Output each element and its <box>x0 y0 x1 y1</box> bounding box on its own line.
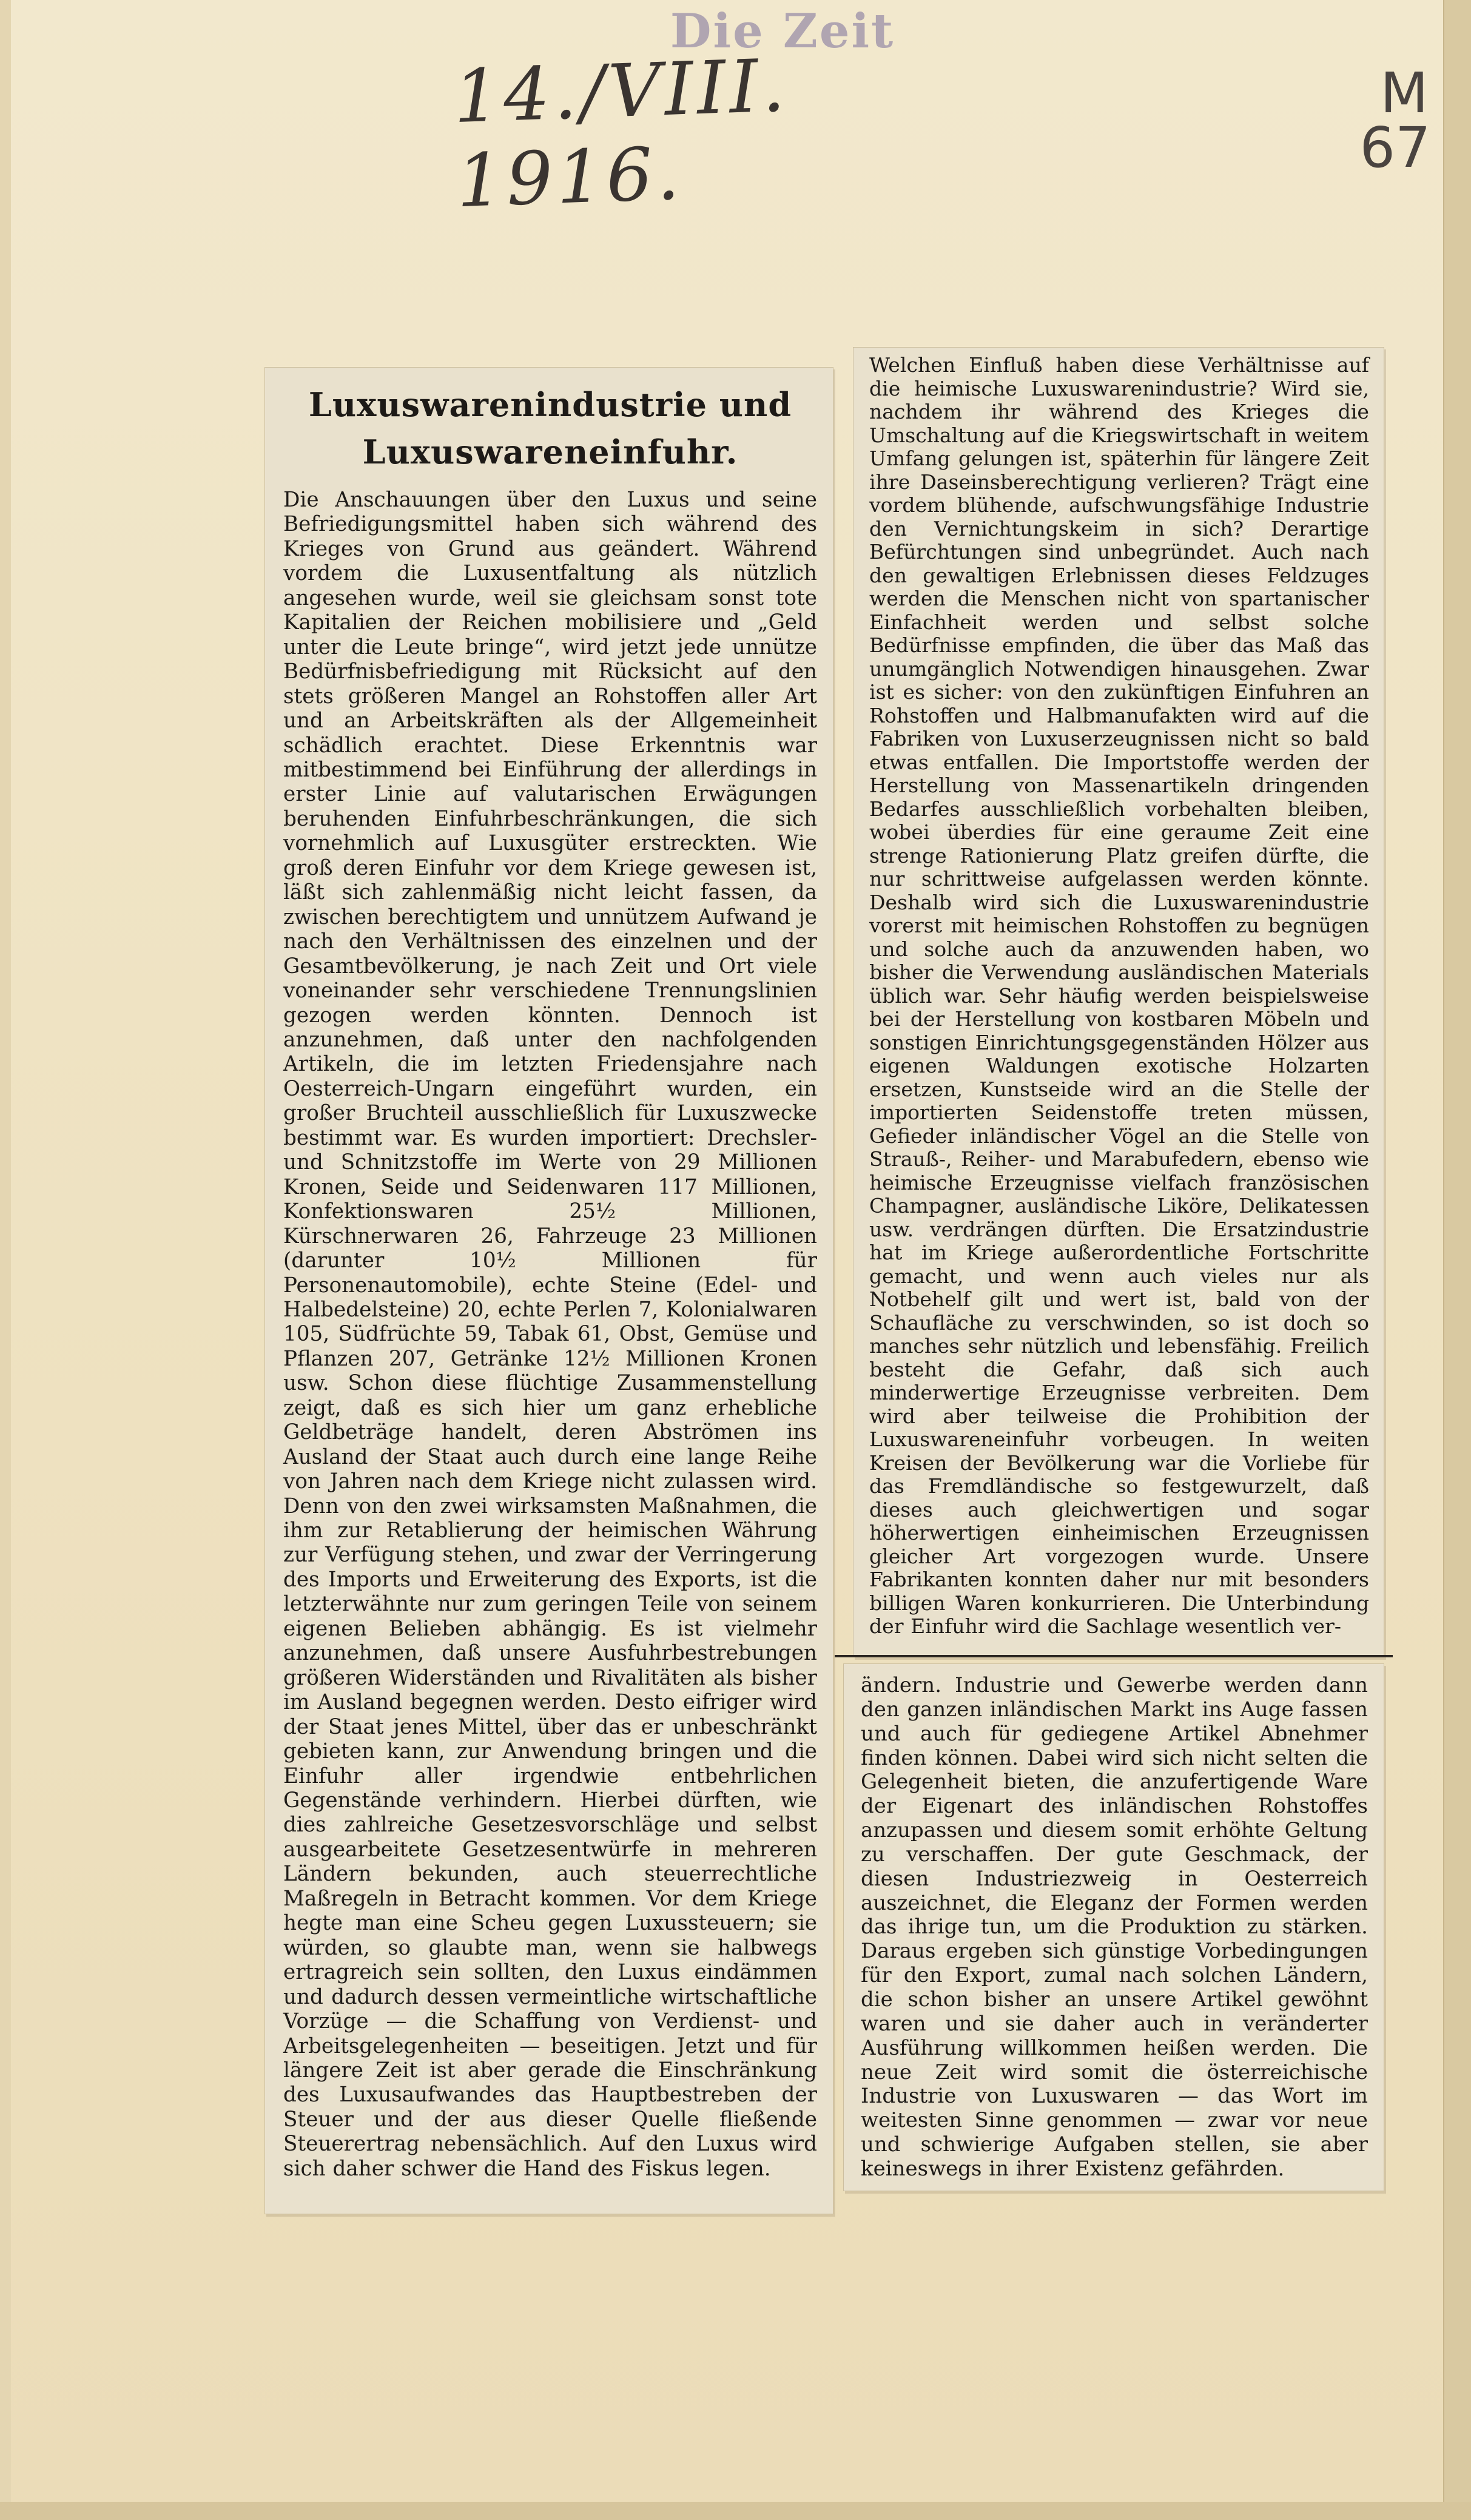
newspaper-stamp: Die Zeit <box>670 4 895 59</box>
sheet-right-edge <box>1443 0 1471 2520</box>
article-column-right-top: Welchen Einfluß haben diese Verhältnisse auf die heimische Luxuswarenindustrie? Wird sie, nachdem ihr während des Krieges die Umschaltung auf die Kriegswirtschaft in weitem Umfang gelungen ist, späterhin für längere Zeit ihre Daseinsberechtigung verlieren? Trägt eine vordem blühende, aufschwungsfähige Industrie den Vernichtungskeim in sich? Derartige Befürchtungen sind unbegründet. Auch nach den gewaltigen Erlebnissen dieses Feldzuges werden die Menschen nicht von spartanischer Einfachheit werden und selbst solche Bedürfnisse empfinden, die über das Maß das unumgänglich Notwendigen hinausgehen. Zwar ist es sicher: von den zukünftigen Einfuhren an Rohstoffen und Halbmanufakten wird auf die Fabriken von Luxuserzeugnissen nicht so bald etwas entfallen. Die Importstoffe werden der Herstellung von Massenartikeln dringenden Bedarfes ausschließlich vorbehalten bleiben, wobei überdies für eine geraume Zeit eine strenge Rationierung Platz greifen dürfte, die nur schrittweise aufgelassen werden könnte. Deshalb wird sich die Luxuswarenindustrie vorerst mit heimischen Rohstoffen zu begnügen und solche auch da anzuwenden haben, wo bisher die Verwendung ausländischen Materials üblich war. Sehr häufig werden beispielsweise bei der Herstellung von kostbaren Möbeln und sonstigen Einrichtungsgegenständen Hölzer aus eigenen Waldungen exotische Holzarten ersetzen, Kunstseide wird an die Stelle der importierten Seidenstoffe treten müssen, Gefieder inländischer Vögel an die Stelle von Strauß-, Reiher- und Marabufedern, ebenso wie heimische Erzeugnisse vielfach französischen Champagner, ausländische Liköre, Delikatessen usw. verdrängen dürften. Die Ersatzindustrie hat im Kriege außerordentliche Fortschritte gemacht, und wenn auch vieles nur als Notbehelf gilt und wert ist, bald von der Schaufläche zu verschwinden, so ist doch so manches sehr nützlich und lebensfähig. Freilich besteht die Gefahr, daß sich auch minderwertige Erzeugnisse verbreiten. Dem wird aber teilweise die Prohibition der Luxuswareneinfuhr vorbeugen. In weiten Kreisen der Bevölkerung war die Vorliebe für das Fremdländische so festgewurzelt, daß dieses auch gleichwertigen und sogar höherwertigen einheimischen Erzeugnissen gleicher Art vorgezogen wurde. Unsere Fabrikanten konnten daher nur mit besonders billigen Waren konkurrieren. Die Unterbindung der Einfuhr wird die Sachlage wesentlich ver- <box>869 353 1369 1638</box>
article-column-right-bottom: ändern. Industrie und Gewerbe werden dann den ganzen inländischen Markt ins Auge fassen und auch für gediegene Artikel Abnehmer finden können. Dabei wird sich nicht selten die Gelegenheit bieten, die anzufertigende Ware der Eigenart des inländischen Rohstoffes anzupassen und diesem somit erhöhte Geltung zu verschaffen. Der gute Geschmack, der diesen Industriezweig in Oesterreich auszeichnet, die Eleganz der Formen werden das ihrige tun, um die Produktion zu stärken. Daraus ergeben sich günstige Vorbedingungen für den Export, zumal nach solchen Ländern, die schon bisher an unsere Artikel gewöhnt waren und sie daher auch in veränderter Ausführung willkommen heißen werden. Die neue Zeit wird somit die österreichische Industrie von Luxuswaren — das Wort im weitesten Sinne genommen — zwar vor neue und schwierige Aufgaben stellen, sie aber keineswegs in ihrer Existenz gefährden. <box>861 1673 1368 2181</box>
article-clipping-right-bottom <box>843 1663 1384 2191</box>
column-divider-rule <box>835 1655 1393 1657</box>
article-clipping-left <box>264 367 833 2214</box>
sheet-left-edge <box>0 0 11 2520</box>
handwritten-date: 14./VIII. 1916. <box>452 43 790 224</box>
article-clipping-right-top <box>853 347 1384 1657</box>
handwritten-initials: M <box>1380 61 1429 126</box>
handwritten-page-number: 67 <box>1359 115 1431 180</box>
article-title: Luxuswarenindustrie und Luxuswareneinfuhr. <box>308 385 792 471</box>
sheet-bottom-edge <box>0 2502 1471 2520</box>
article-column-left: Die Anschauungen über den Luxus und seine Befriedigungsmittel haben sich während des Krieges von Grund aus geändert. Während vordem die Luxusentfaltung als nützlich angesehen wurde, weil sie gleichsam sonst tote Kapitalien der Reichen mobilisiere und „Geld unter die Leute bringe“, wird jetzt jede unnütze Bedürfnisbefriedigung mit Rücksicht auf den stets größeren Mangel an Rohstoffen aller Art und an Arbeitskräften als der Allgemeinheit schädlich erachtet. Diese Erkenntnis war mitbestimmend bei Einführung der allerdings in erster Linie auf valutarischen Erwägungen beruhenden Einfuhrbeschränkungen, die sich vornehmlich auf Luxusgüter erstreckten. Wie groß deren Einfuhr vor dem Kriege gewesen ist, läßt sich zahlenmäßig nicht leicht fassen, da zwischen berechtigtem und unnützem Aufwand je nach den Verhältnissen des einzelnen und der Gesamtbevölkerung, je nach Zeit und Ort viele voneinander sehr verschiedene Trennungslinien gezogen werden könnten. Dennoch ist anzunehmen, daß unter den nachfolgenden Artikeln, die im letzten Friedensjahre nach Oesterreich-Ungarn eingeführt wurden, ein großer Bruchteil ausschließlich für Luxuszwecke bestimmt war. Es wurden importiert: Drechsler- und Schnitzstoffe im Werte von 29 Millionen Kronen, Seide und Seidenwaren 117 Millionen, Konfektionswaren 25½ Millionen, Kürschnerwaren 26, Fahrzeuge 23 Millionen (darunter 10½ Millionen für Personenautomobile), echte Steine (Edel- und Halbedelsteine) 20, echte Perlen 7, Kolonialwaren 105, Südfrüchte 59, Tabak 61, Obst, Gemüse und Pflanzen 207, Getränke 12½ Millionen Kronen usw. Schon diese flüchtige Zusammenstellung zeigt, daß es sich hier um ganz erhebliche Geldbeträge handelt, deren Abströmen ins Ausland der Staat auch durch eine lange Reihe von Jahren nach dem Kriege nicht zulassen wird. Denn von den zwei wirksamsten Maßnahmen, die ihm zur Retablierung der heimischen Währung zur Verfügung stehen, und zwar der Verringerung des Imports und Erweiterung des Exports, ist die letzterwähnte nur zum geringen Teile von seinem eigenen Belieben abhängig. Es ist vielmehr anzunehmen, daß unsere Ausfuhrbestrebungen größeren Widerständen und Rivalitäten als bisher im Ausland begegnen werden. Desto eifriger wird der Staat jenes Mittel, über das er unbeschränkt gebieten kann, zur Anwendung bringen und die Einfuhr aller irgendwie entbehrlichen Gegenstände verhindern. Hierbei dürften, wie dies zahlreiche Gesetzesvorschläge und selbst ausgearbeitete Gesetzesentwürfe in mehreren Ländern bekunden, auch steuerrechtliche Maßregeln in Betracht kommen. Vor dem Kriege hegte man eine Scheu gegen Luxussteuern; sie würden, so glaubte man, wenn sie halbwegs ertragreich sein sollten, den Luxus eindämmen und dadurch dessen vermeintliche wirtschaftliche Vorzüge — die Schaffung von Verdienst- und Arbeitsgelegenheiten — beseitigen. Jetzt und für längere Zeit ist aber gerade die Einschränkung des Luxusaufwandes das Hauptbestreben der Steuer und der aus dieser Quelle fließende Steuerertrag nebensächlich. Auf den Luxus wird sich daher schwer die Hand des Fiskus legen. <box>283 488 817 2181</box>
